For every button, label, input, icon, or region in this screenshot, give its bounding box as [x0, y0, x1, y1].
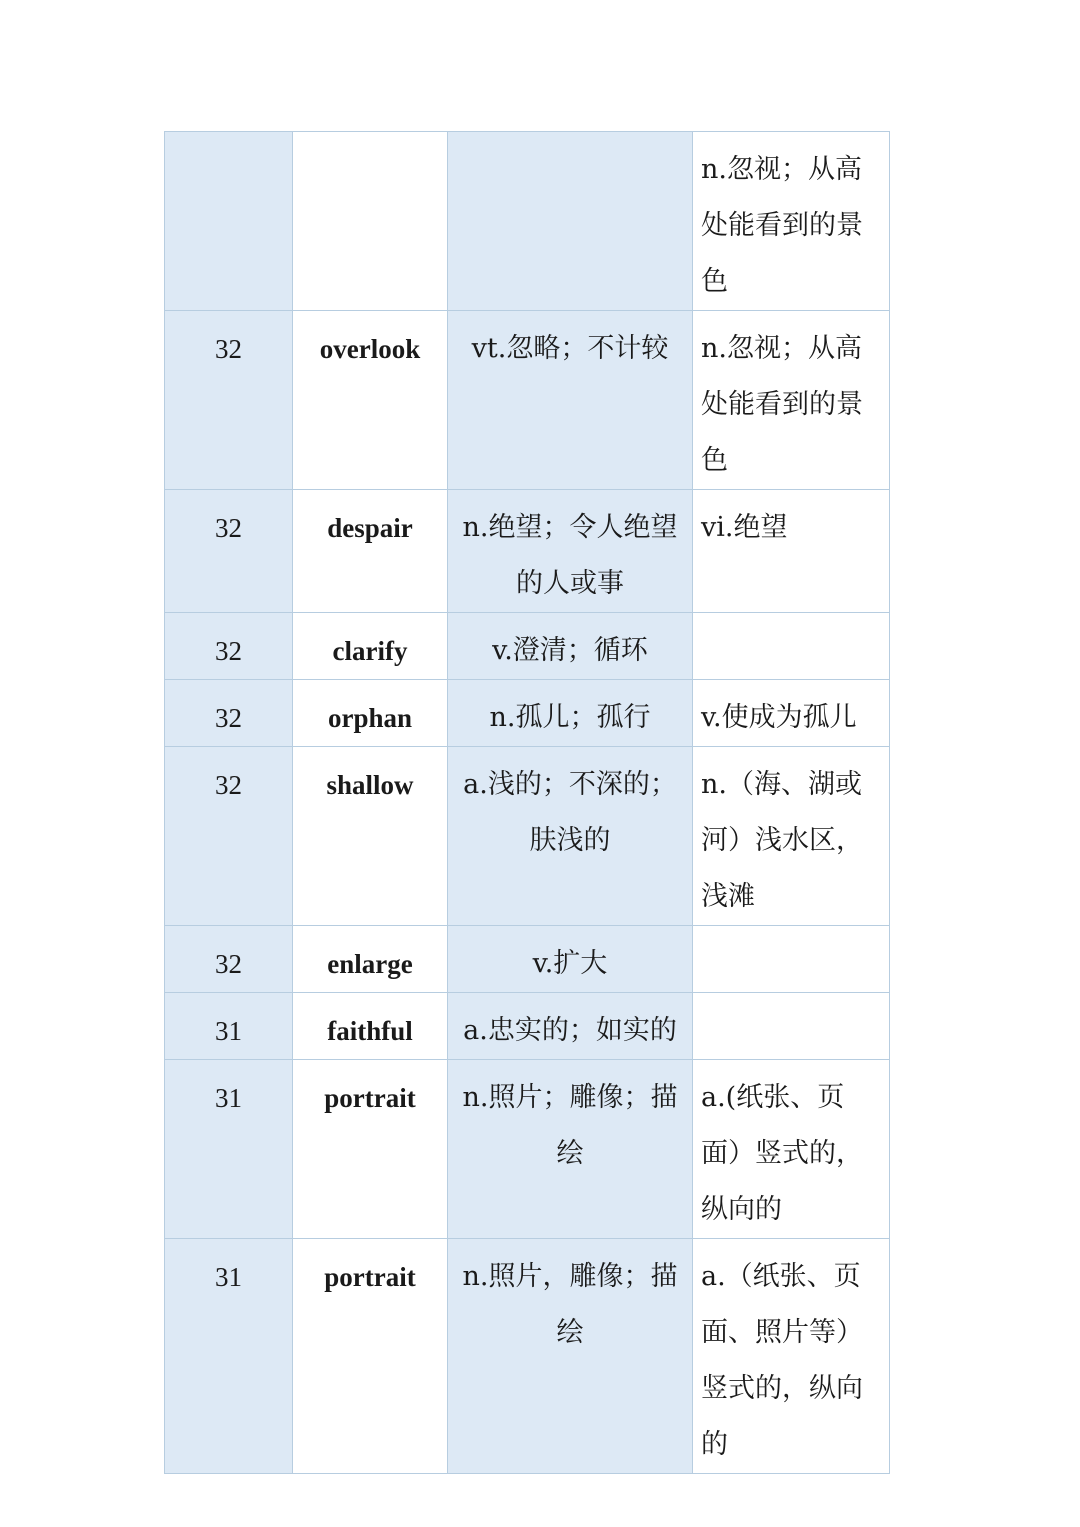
other-meaning: n.忽视；从高处能看到的景色 — [693, 132, 890, 311]
primary-meaning: v.澄清；循环 — [448, 613, 693, 680]
primary-meaning: a.浅的；不深的；肤浅的 — [448, 747, 693, 926]
word: faithful — [293, 993, 448, 1060]
table-row — [165, 1060, 890, 1239]
primary-meaning: a.忠实的；如实的 — [448, 993, 693, 1060]
primary-meaning — [448, 132, 693, 311]
word: enlarge — [293, 926, 448, 993]
row-number: 32 — [165, 747, 293, 926]
table-row — [165, 311, 890, 490]
row-number: 32 — [165, 311, 293, 490]
table-row — [165, 613, 890, 680]
other-meaning — [693, 926, 890, 993]
other-meaning — [693, 993, 890, 1060]
table-row — [165, 1239, 890, 1474]
word: despair — [293, 490, 448, 613]
other-meaning: n.（海、湖或河）浅水区，浅滩 — [693, 747, 890, 926]
primary-meaning: n.孤儿；孤行 — [448, 680, 693, 747]
row-number: 31 — [165, 1060, 293, 1239]
table-row — [165, 132, 890, 311]
table-row — [165, 993, 890, 1060]
word: clarify — [293, 613, 448, 680]
word: orphan — [293, 680, 448, 747]
other-meaning: vi.绝望 — [693, 490, 890, 613]
row-number: 32 — [165, 926, 293, 993]
primary-meaning: n.照片，雕像；描绘 — [448, 1239, 693, 1474]
other-meaning: n.忽视；从高处能看到的景色 — [693, 311, 890, 490]
table-row — [165, 680, 890, 747]
table-row — [165, 747, 890, 926]
row-number: 32 — [165, 680, 293, 747]
other-meaning — [693, 613, 890, 680]
row-number: 31 — [165, 993, 293, 1060]
primary-meaning: v.扩大 — [448, 926, 693, 993]
word: shallow — [293, 747, 448, 926]
primary-meaning: n.照片；雕像；描绘 — [448, 1060, 693, 1239]
word — [293, 132, 448, 311]
row-number: 31 — [165, 1239, 293, 1474]
row-number — [165, 132, 293, 311]
word: portrait — [293, 1060, 448, 1239]
table-row — [165, 490, 890, 613]
other-meaning: v.使成为孤儿 — [693, 680, 890, 747]
row-number: 32 — [165, 613, 293, 680]
primary-meaning: n.绝望；令人绝望的人或事 — [448, 490, 693, 613]
row-number: 32 — [165, 490, 293, 613]
table-row — [165, 926, 890, 993]
word: portrait — [293, 1239, 448, 1474]
other-meaning: a.（纸张、页面、照片等）竖式的，纵向的 — [693, 1239, 890, 1474]
vocabulary-table — [164, 131, 890, 1474]
primary-meaning: vt.忽略；不计较 — [448, 311, 693, 490]
other-meaning: a.(纸张、页面）竖式的，纵向的 — [693, 1060, 890, 1239]
word: overlook — [293, 311, 448, 490]
